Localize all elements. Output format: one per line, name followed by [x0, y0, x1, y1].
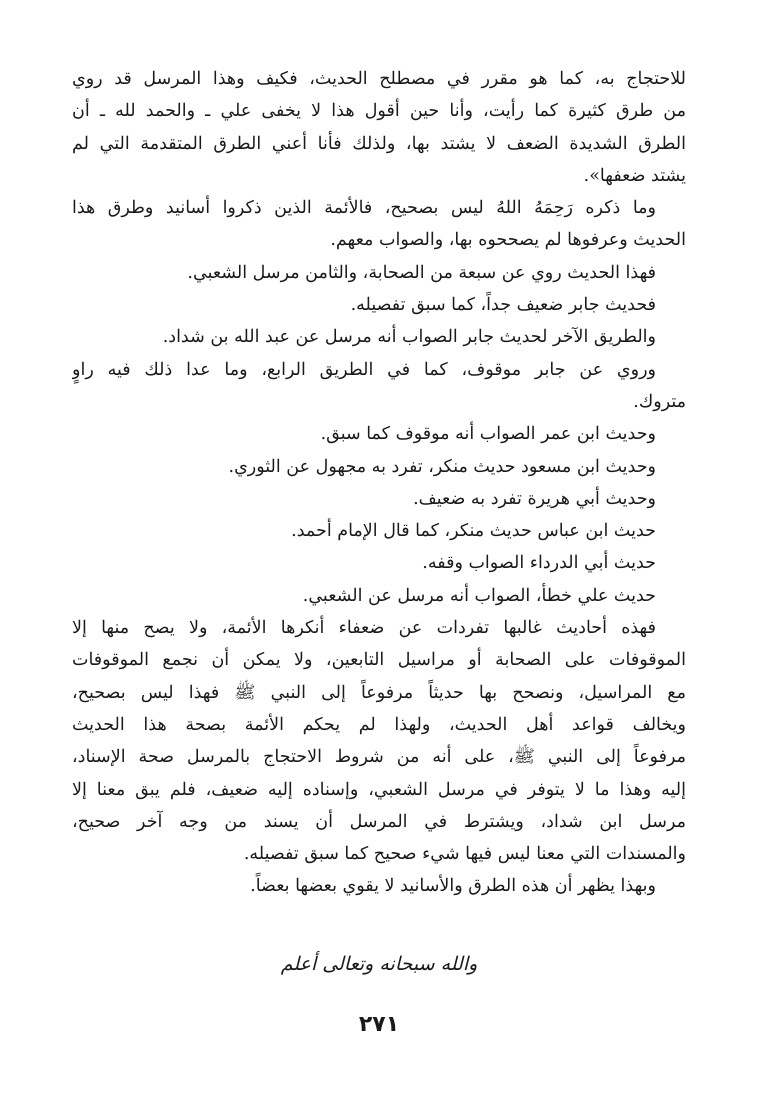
- text-line: حديث ابن عباس حديث منكر، كما قال الإمام أحمد.: [291, 521, 656, 542]
- text-line: للاحتجاج به، كما هو مقرر في مصطلح الحديث، فكيف وهذا المرسل قد روي: [72, 69, 686, 89]
- text-line: وحديث أبي هريرة تفرد به ضعيف.: [413, 488, 656, 509]
- text-line: وما ذكره رَحِمَهُ اللهُ ليس بصحيح، فالأئمة الذين ذكروا أسانيد وطرق هذا: [72, 198, 656, 219]
- text-line: مع المراسيل، ونصحح بها حديثاً مرفوعاً إلى النبي ﷺ فهذا ليس بصحيح،: [72, 682, 686, 703]
- text-line: مرسل ابن شداد، ويشترط في المرسل أن يسند من وجه آخر صحيح،: [72, 811, 686, 832]
- text-line: والطريق الآخر لحديث جابر الصواب أنه مرسل عن عبد الله بن شداد.: [162, 327, 656, 348]
- closing-phrase: والله سبحانه وتعالى أعلم: [280, 953, 478, 975]
- text-line: حديث علي خطأ، الصواب أنه مرسل عن الشعبي.: [302, 585, 656, 606]
- text-line: الحديث وعرفوها لم يصححوه بها، والصواب معهم.: [330, 230, 686, 251]
- text-line: إليه وهذا ما لا يتوفر في مرسل الشعبي، وإسناده إليه ضعيف، فلم يبق معنا إلا: [72, 779, 686, 800]
- page-number: ٢٧١: [358, 1012, 400, 1037]
- text-line: وحديث ابن عمر الصواب أنه موقوف كما سبق.: [320, 424, 656, 445]
- text-line: الطرق الشديدة الضعف لا يشتد بها، ولذلك فأنا أعني الطرق المتقدمة التي لم: [72, 133, 686, 154]
- text-line: فهذه أحاديث غالبها تفردات عن ضعفاء أنكرها الأئمة، ولا يصح منها إلا: [72, 618, 656, 639]
- text-line: متروك.: [633, 391, 686, 412]
- text-line: والمسندات التي معنا ليس فيها شيء صحيح كما سبق تفصيله.: [243, 844, 686, 865]
- text-line: وحديث ابن مسعود حديث منكر، تفرد به مجهول عن الثوري.: [228, 456, 656, 477]
- text-line: وروي عن جابر موقوف، كما في الطريق الرابع، وما عدا ذلك فيه راوٍ: [72, 359, 656, 380]
- text-line: حديث أبي الدرداء الصواب وقفه.: [422, 553, 656, 574]
- text-line: من طرق كثيرة كما رأيت، وأنا حين أقول هذا لا يخفى علي ـ والحمد لله ـ أن: [72, 101, 686, 122]
- text-line: ويخالف قواعد أهل الحديث، ولهذا لم يحكم الأئمة بصحة هذا الحديث: [72, 714, 686, 735]
- body-text: [72, 63, 686, 903]
- text-line: فهذا الحديث روي عن سبعة من الصحابة، والثامن مرسل الشعبي.: [187, 262, 656, 283]
- text-line: يشتد ضعفها».: [583, 165, 686, 186]
- text-line: فحديث جابر ضعيف جداً، كما سبق تفصيله.: [350, 295, 656, 316]
- text-line: الموقوفات على الصحابة أو مراسيل التابعين، ولا يمكن أن نجمع الموقوفات: [72, 650, 686, 671]
- text-line: وبهذا يظهر أن هذه الطرق والأسانيد لا يقوي بعضها بعضاً.: [250, 876, 656, 897]
- text-line: مرفوعاً إلى النبي ﷺ، على أنه من شروط الاحتجاج بالمرسل صحة الإسناد،: [72, 747, 686, 768]
